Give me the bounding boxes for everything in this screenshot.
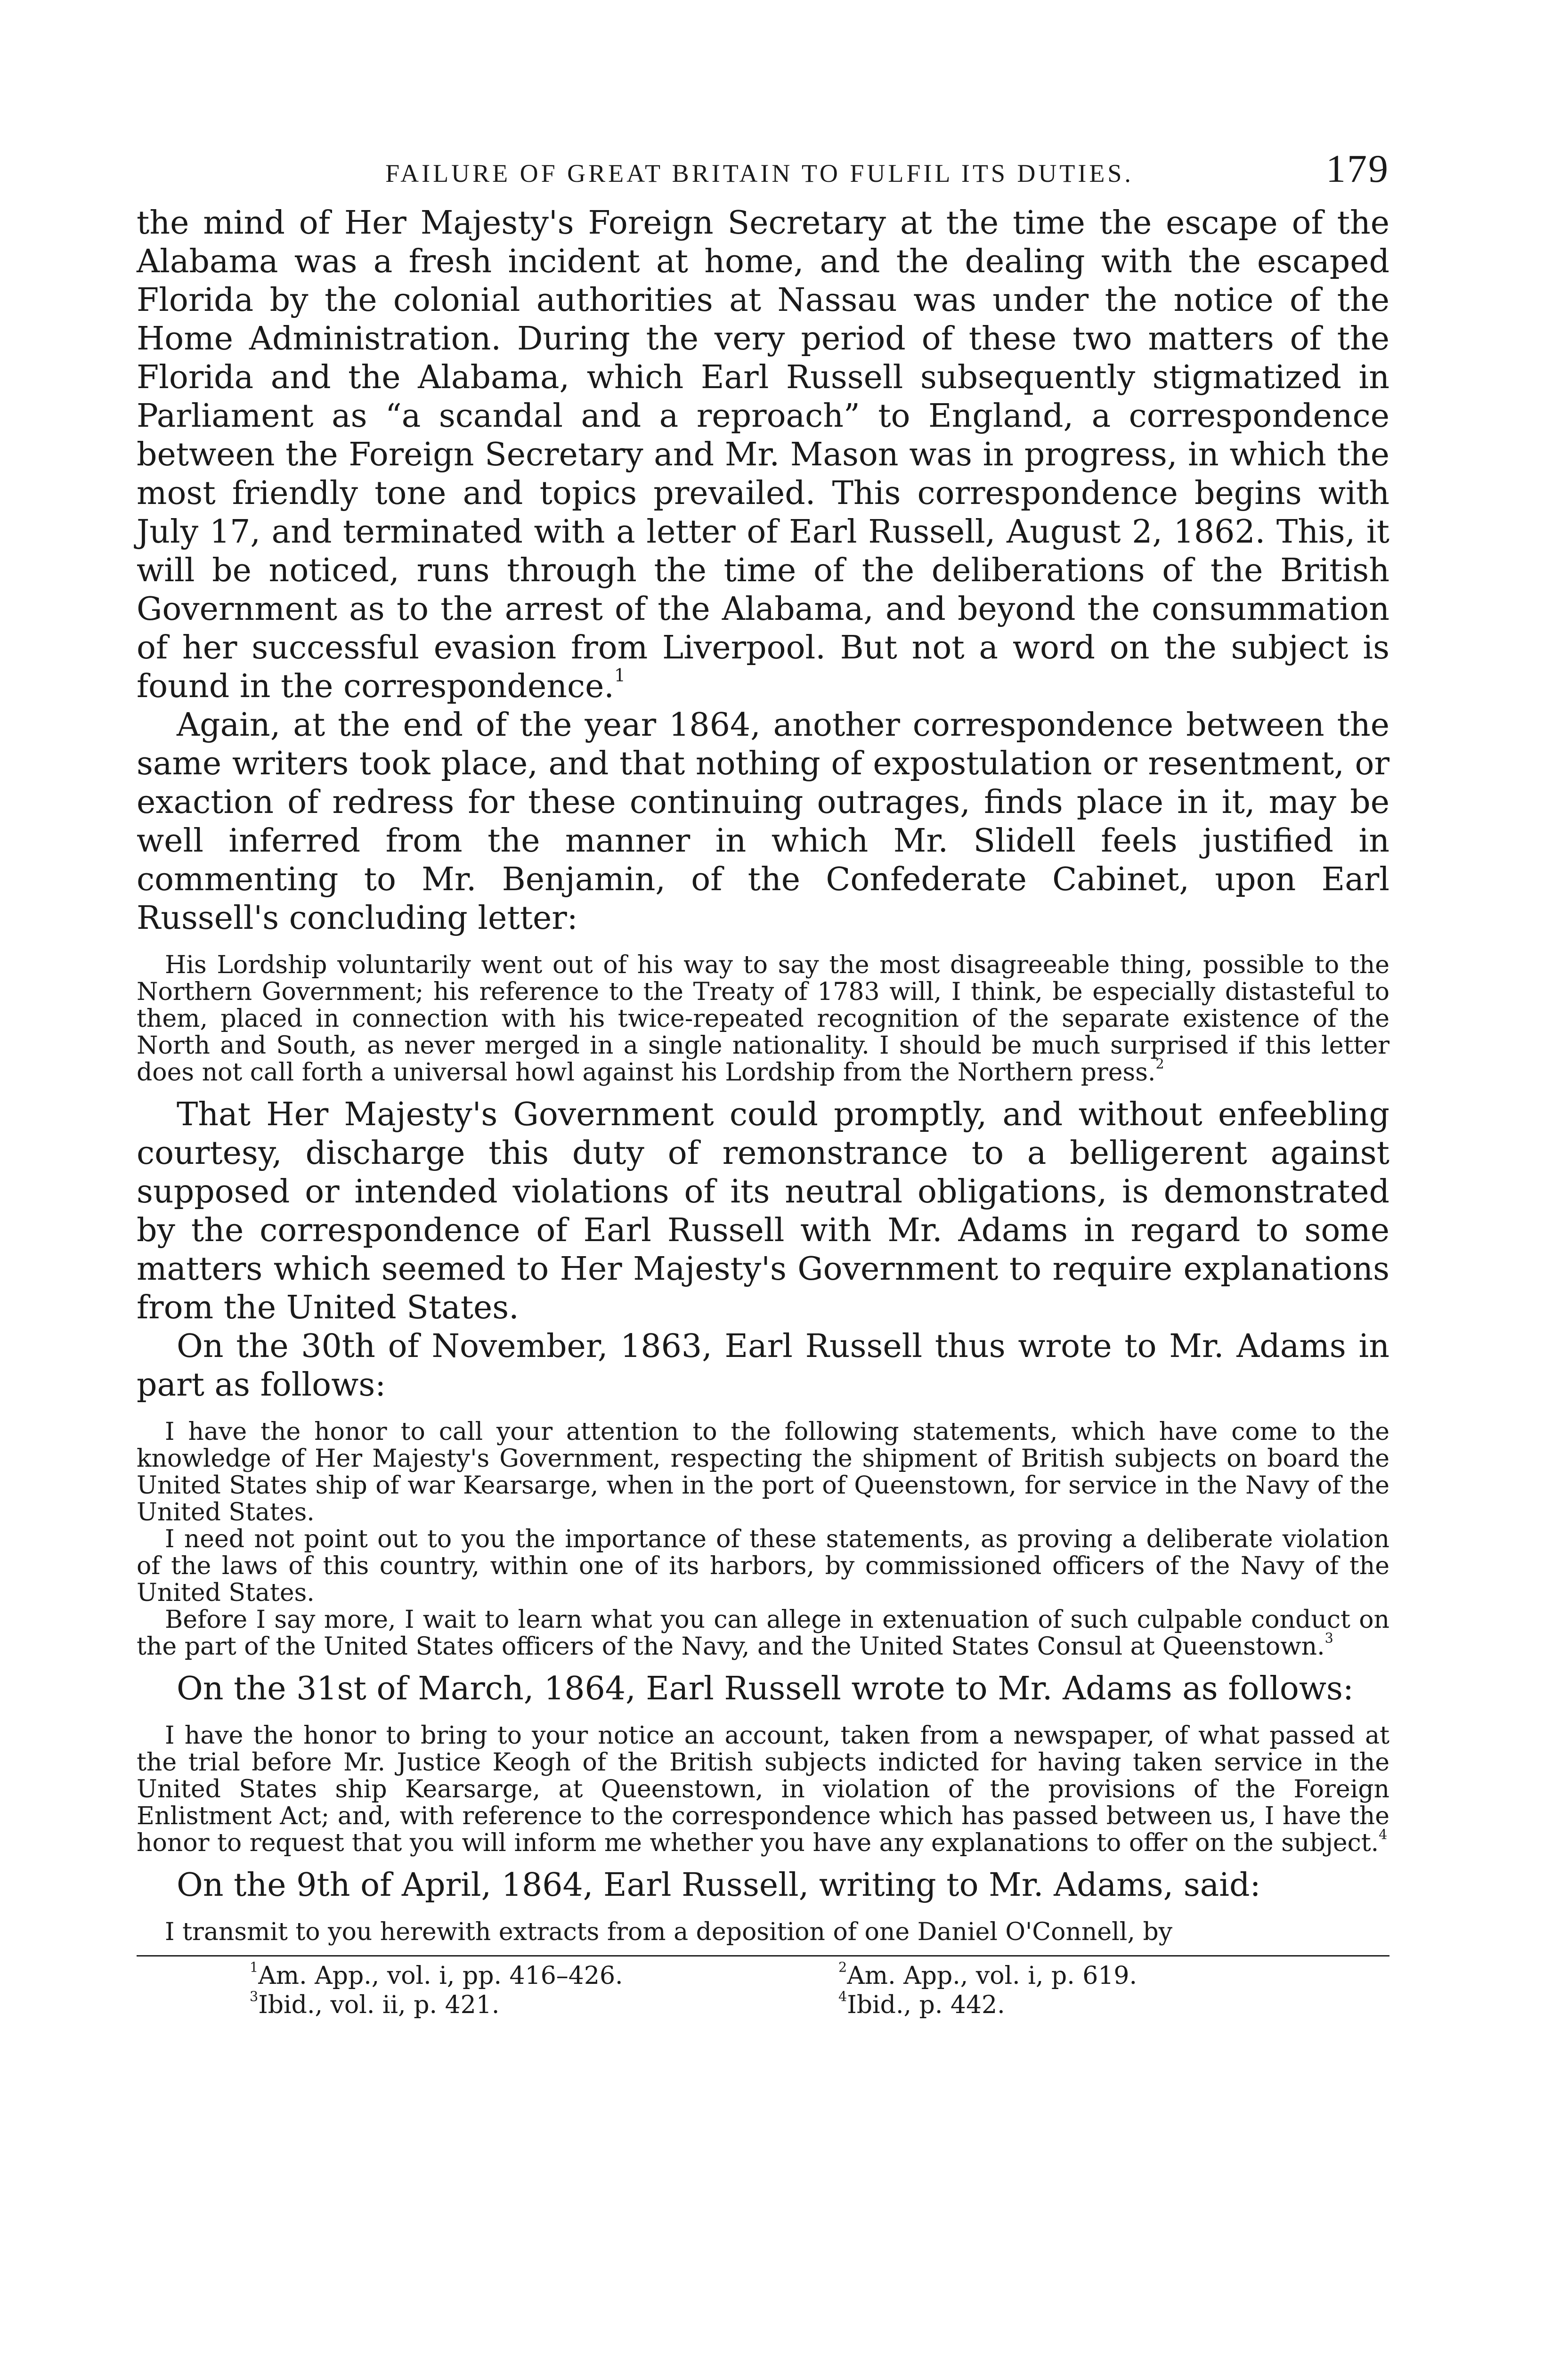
paragraph: Again, at the end of the year 1864, another correspondence between the same writers took place, and that nothing of expostulation or resentment, or exaction of redress for these continuing outrages, finds place in it, may be well inferred from the manner in which Mr. Slidell feels justified in commenting to Mr. Benjamin, of the Confederate Cabinet, upon Earl Russell's concluding letter: xyxy=(137,706,1389,937)
paragraph: That Her Majesty's Government could promptly, and without enfeebling courtesy, discharge this duty of remonstrance to a belligerent against supposed or intended violations of its neutral obligations, is demonstrated by the correspondence of Earl Russell with Mr. Adams in regard to some matters which seemed to Her Majesty's Government to require explanations from the United States. xyxy=(137,1096,1389,1326)
paragraph: On the 31st of March, 1864, Earl Russell wrote to Mr. Adams as follows: xyxy=(177,1670,1354,1707)
block-quote xyxy=(137,952,1389,1086)
quote-paragraph: His Lordship voluntarily went out of his way to say the most disagreeable thing, possible to the Northern Government; his reference to the Treaty of 1783 will, I think, be especially distasteful to them, placed in connection with his twice-repeated recognition of the separate existence of the North and South, as never merged in a single nationality. I should be much surprised if this letter does not call forth a universal howl against his Lordship from the Northern press.$^2$ xyxy=(137,951,1389,1087)
quote-paragraph: I have the honor to call your attention to the following statements, which have come to the knowledge of Her Majesty's Government, respecting the shipment of British subjects on board the United States ship of war Kearsarge, when in the port of Queenstown, for service in the Navy of the United States. xyxy=(137,1418,1389,1527)
footnote-ref: 4 xyxy=(1379,1826,1388,1843)
paragraph-continuation: the mind of Her Majesty's Foreign Secretary at the time the escape of the Alabama was a fresh incident at home, and the dealing with the escaped Florida by the colonial authorities at Nassau was under the notice of the Home Administration. During the very period of these two matters of the Florida and the Alabama, which Earl Russell subsequently stigmatized in Parliament as “a scandal and a reproach” to England, a correspondence between the Foreign Secretary and Mr. Mason was in progress, in which the most friendly tone and topics prevailed. This correspondence begins with July 17, and terminated with a letter of Earl Russell, August 2, 1862. This, it will be noticed, runs through the time of the deliberations of the British Government as to the arrest of the Alabama, and beyond the consummation of her successful evasion from Liverpool. But not a word on the subject is found in the correspondence.$^1$ xyxy=(137,204,1389,705)
footnote-4: $^4$Ibid., p. 442. xyxy=(838,1988,1005,2019)
body-text xyxy=(137,204,1389,1946)
running-title: FAILURE OF GREAT BRITAIN TO FULFIL ITS DUTIES. xyxy=(385,159,1134,187)
footnotes xyxy=(137,1961,1389,2020)
footnote-ref: 3 xyxy=(1324,1630,1333,1646)
paragraph: On the 30th of November, 1863, Earl Russell thus wrote to Mr. Adams in part as follows: xyxy=(137,1328,1389,1404)
footnote-ref: 2 xyxy=(1155,1056,1164,1072)
block-quote xyxy=(137,1919,1389,1946)
footnote-1: $^1$Am. App., vol. i, pp. 416–426. xyxy=(250,1959,623,1990)
footnote-2: $^2$Am. App., vol. i, p. 619. xyxy=(838,1959,1137,1990)
paragraph: On the 9th of April, 1864, Earl Russell, writing to Mr. Adams, said: xyxy=(177,1867,1261,1904)
block-quote xyxy=(137,1722,1389,1857)
block-quote xyxy=(137,1419,1389,1660)
footnote-3: $^3$Ibid., vol. ii, p. 421. xyxy=(250,1988,500,2019)
book-page xyxy=(137,146,1389,2020)
quote-paragraph: Before I say more, I wait to learn what you can allege in extenuation of such culpable conduct on the part of the United States officers of the Navy, and the United States Consul at Queenstown.$^3$ xyxy=(137,1606,1389,1661)
page-number: 179 xyxy=(1326,147,1389,191)
footnote-ref: 1 xyxy=(614,665,626,686)
quote-paragraph: I transmit to you herewith extracts from a deposition of one Daniel O'Connell, by xyxy=(165,1918,1173,1946)
quote-paragraph: I need not point out to you the importance of these statements, as proving a deliberate violation of the laws of this country, within one of its harbors, by commissioned officers of the Navy of the United States. xyxy=(137,1525,1389,1607)
footnote-divider xyxy=(137,1955,1389,1957)
running-head xyxy=(137,146,1389,192)
quote-paragraph: I have the honor to bring to your notice an account, taken from a newspaper, of what passed at the trial before Mr. Justice Keogh of the British subjects indicted for having taken service in the United States ship Kearsarge, at Queenstown, in violation of the provisions of the Foreign Enlistment Act; and, with reference to the correspondence which has passed between us, I have the honor to request that you will inform me whether you have any explanations to offer on the subject.$^4$ xyxy=(137,1722,1389,1857)
